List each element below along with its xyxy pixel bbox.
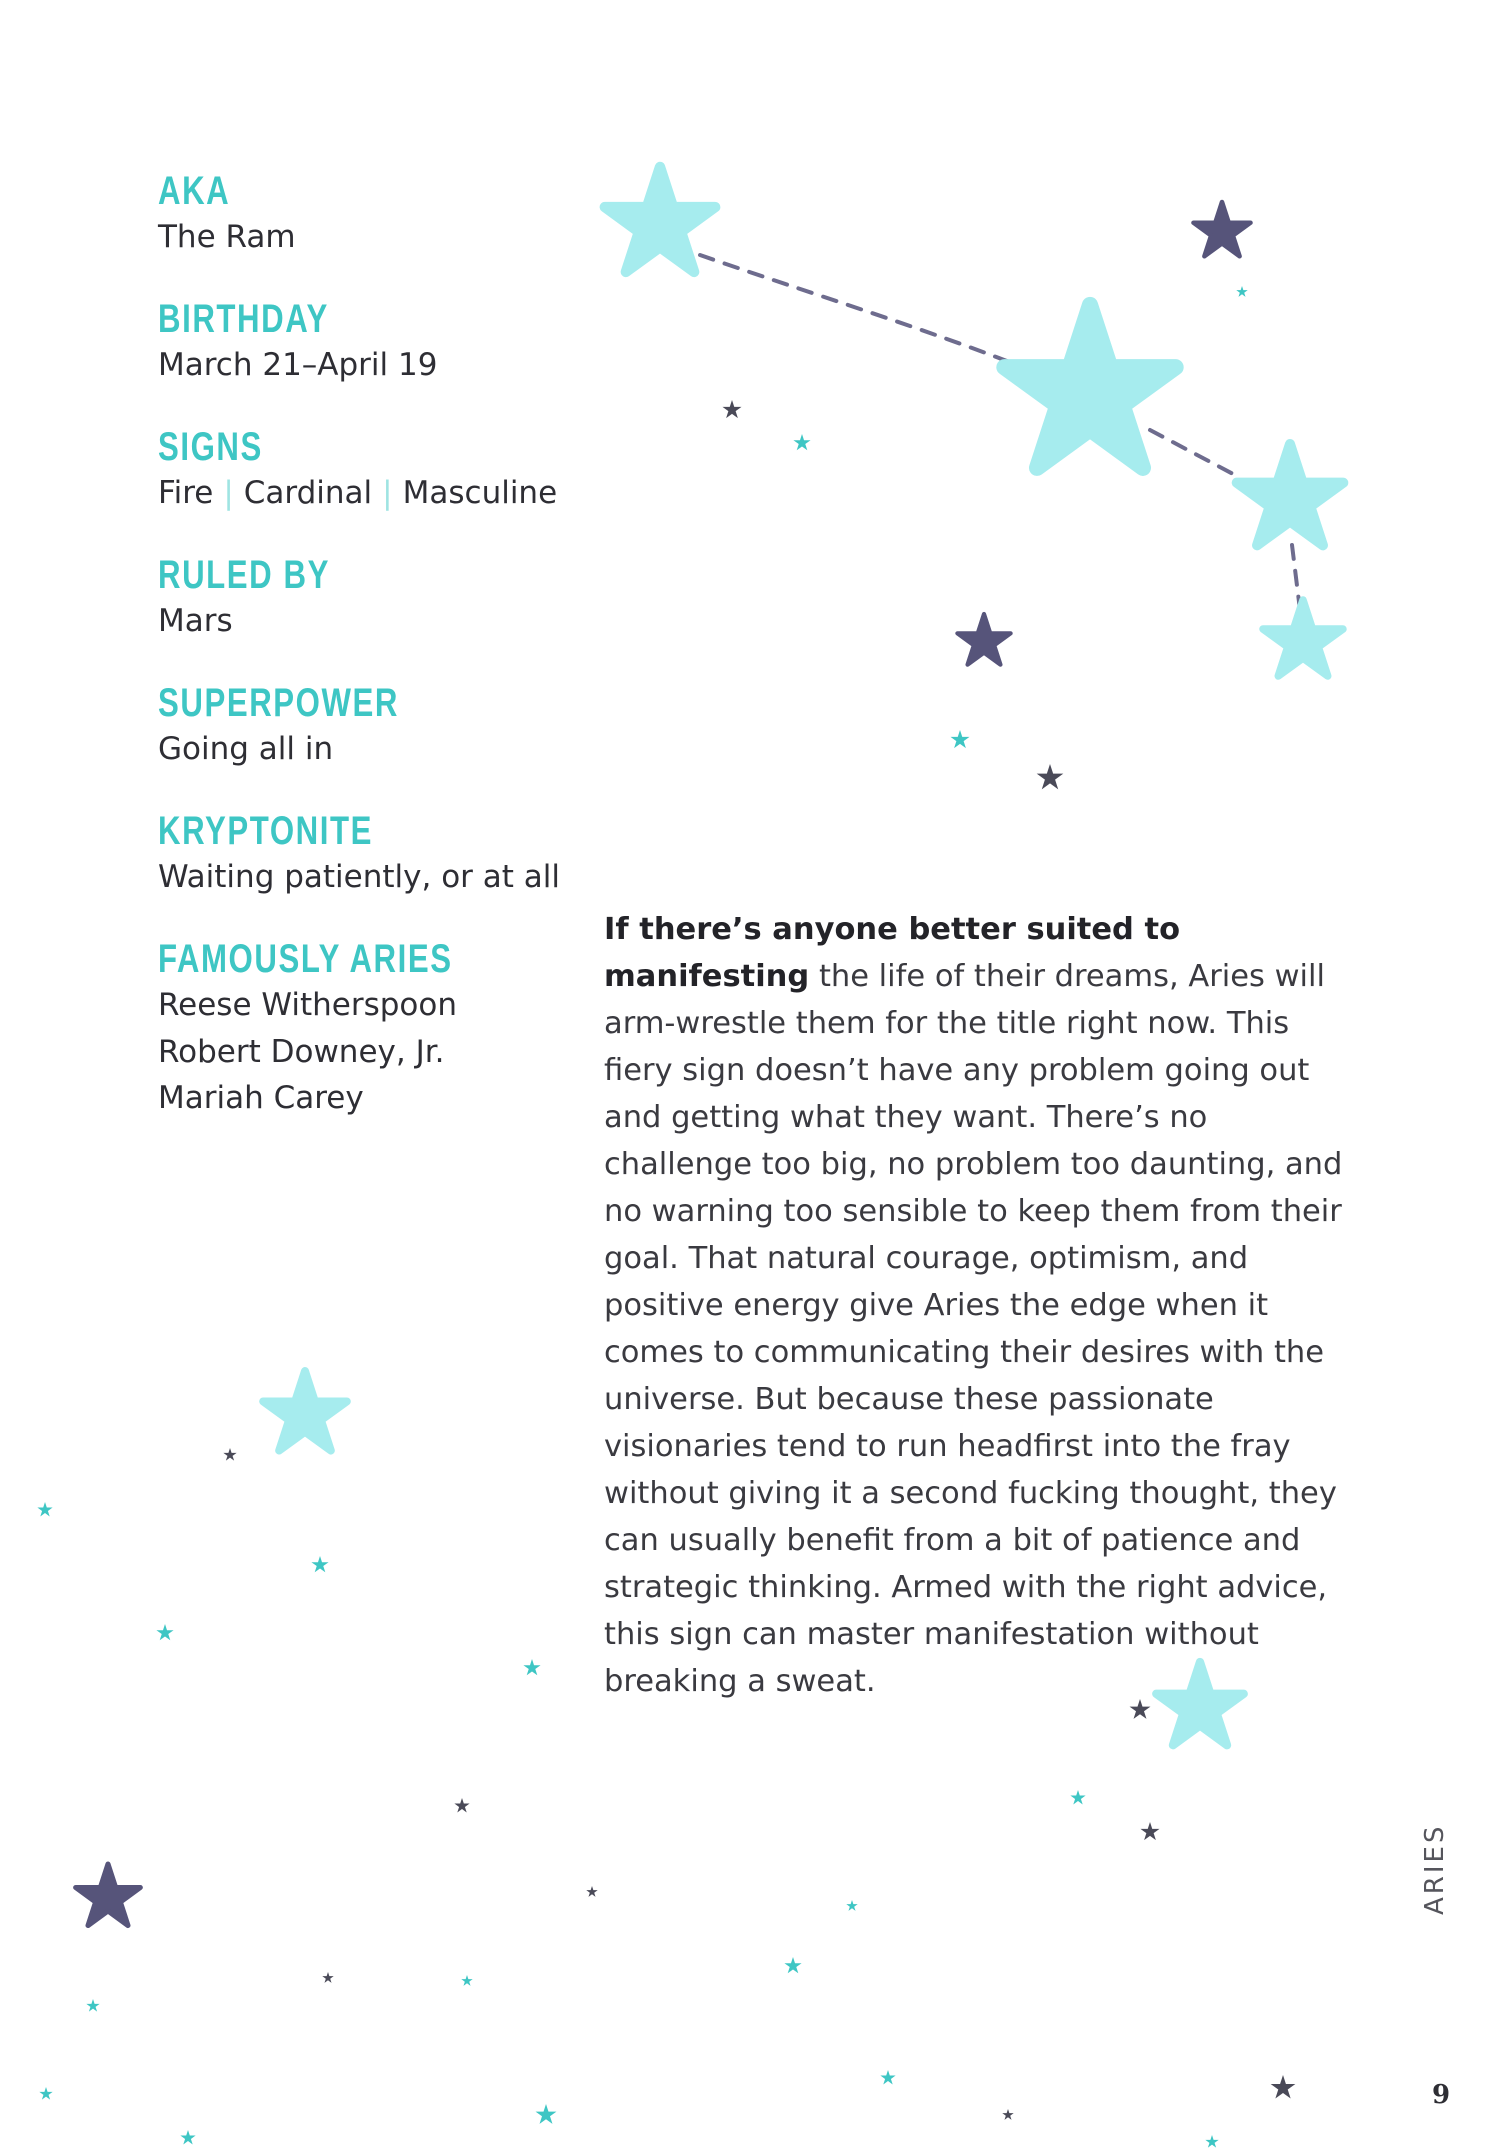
- fact-birthday: [158, 296, 618, 388]
- sign-element: Fire: [158, 475, 214, 511]
- star-icon: [784, 1957, 801, 1973]
- fact-value: The Ram: [158, 219, 296, 255]
- star-icon: [950, 730, 969, 748]
- fact-label: SUPERPOWER: [158, 681, 399, 725]
- fact-value: Mars: [158, 603, 233, 639]
- star-icon: [180, 2130, 195, 2144]
- famous-aries-list: [158, 982, 618, 1122]
- star-icon: [1263, 600, 1343, 676]
- star-icon: [1205, 2135, 1218, 2148]
- fact-value: [158, 470, 618, 516]
- star-icon: [322, 1972, 333, 1983]
- fact-value: Going all in: [158, 731, 334, 767]
- star-icon: [1140, 1822, 1159, 1840]
- star-icon: [461, 1975, 472, 1986]
- fact-kryptonite: [158, 808, 618, 900]
- fact-label: BIRTHDAY: [158, 297, 329, 341]
- fact-famously-aries: [158, 936, 618, 1122]
- fact-ruled-by: [158, 552, 618, 644]
- fact-superpower: [158, 680, 618, 772]
- star-icon: [523, 1659, 540, 1675]
- star-icon: [536, 2104, 557, 2124]
- star-icon: [39, 2087, 52, 2100]
- list-item: Robert Downey, Jr.: [158, 1033, 445, 1070]
- star-icon: [1237, 444, 1344, 545]
- star-icon: [454, 1798, 469, 1812]
- body-lead-in: If there’s anyone better suited to manifesting: [604, 912, 1181, 994]
- separator: |: [382, 475, 393, 511]
- fact-label: SIGNS: [158, 425, 263, 469]
- fact-label: AKA: [158, 169, 231, 213]
- separator: |: [223, 475, 234, 511]
- star-icon: [846, 1900, 857, 1911]
- fact-value: March 21–April 19: [158, 347, 438, 383]
- star-icon: [793, 434, 810, 450]
- constellation-line-2: [1150, 430, 1235, 475]
- body-text: the life of their dreams, Aries will arm-wrestle them for the title right now. This fiery sign doesn’t have any problem going out and getting what they want. There’s no challenge too big, no problem too daunting, and no warning too sensible to keep them from their goal. That natural courage, optimism, and positive energy give Aries the edge when it comes to communicating their desires with the universe. But because these passionate visionaries tend to run headfirst into the fray without giving it a second fucking thought, they can usually benefit from a bit of patience and strategic thinking. Armed with the right advice, this sign can master manifestation without breaking a sweat.: [604, 959, 1343, 1699]
- fact-value: Waiting patiently, or at all: [158, 859, 561, 895]
- star-icon: [263, 1371, 347, 1451]
- sign-modality: Cardinal: [243, 475, 373, 511]
- star-icon: [1004, 305, 1175, 468]
- star-icon: [76, 1864, 141, 1926]
- star-icon: [957, 614, 1010, 665]
- star-icon: [156, 1624, 173, 1640]
- page-number: 9: [1432, 2080, 1451, 2110]
- sign-polarity: Masculine: [402, 475, 558, 511]
- star-icon: [1002, 2109, 1013, 2120]
- star-icon: [1236, 286, 1247, 297]
- running-head: ARIES: [1420, 1823, 1450, 1915]
- star-icon: [586, 1886, 597, 1897]
- star-icon: [1271, 2075, 1296, 2099]
- star-icon: [223, 1448, 236, 1461]
- star-icon: [880, 2070, 895, 2084]
- star-icon: [311, 1556, 328, 1572]
- star-icon: [1070, 1790, 1085, 1804]
- fact-label: RULED BY: [158, 553, 330, 597]
- star-icon: [722, 400, 741, 418]
- star-icon: [1037, 764, 1064, 789]
- star-icon: [1193, 202, 1250, 256]
- quick-facts-panel: [158, 168, 618, 1158]
- fact-signs: [158, 424, 618, 516]
- fact-label: FAMOUSLY ARIES: [158, 937, 453, 981]
- body-paragraph: [604, 906, 1344, 1705]
- constellation-line-1: [700, 255, 1035, 372]
- list-item: Reese Witherspoon: [158, 987, 457, 1023]
- fact-aka: [158, 168, 618, 260]
- list-item: Mariah Carey: [158, 1080, 364, 1116]
- fact-label: KRYPTONITE: [158, 809, 373, 853]
- star-icon: [37, 1502, 52, 1516]
- constellation-lines: [700, 255, 1300, 610]
- constellation-line-3: [1292, 545, 1300, 610]
- star-icon: [86, 1999, 99, 2012]
